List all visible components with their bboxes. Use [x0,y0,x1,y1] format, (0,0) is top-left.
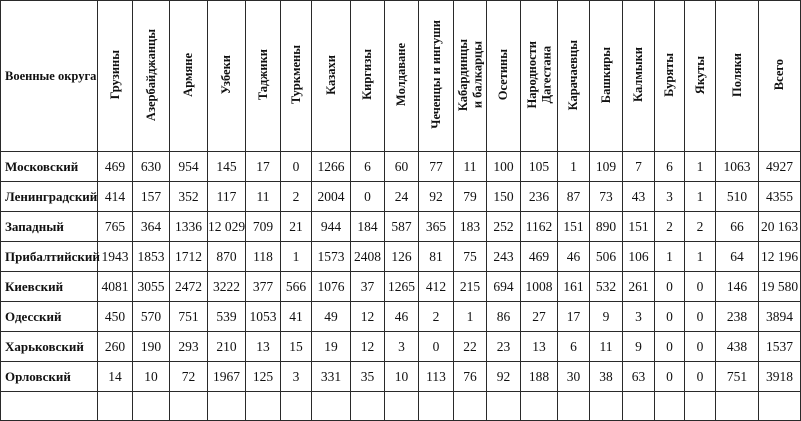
column-header [558,1,590,152]
table-cell: 6 [558,332,590,362]
table-cell: 19 580 [759,272,801,302]
table-cell: 126 [385,242,419,272]
table-cell: 215 [454,272,487,302]
column-header [133,1,170,152]
column-header-label [144,29,158,121]
table-cell: 106 [623,242,655,272]
column-header-line: Чеченцы и ингуши [428,20,443,130]
column-header-label [429,20,443,129]
table-cell: 1712 [170,242,208,272]
column-header-line: Буряты [662,52,677,97]
table-cell: 49 [312,302,351,332]
table-cell: 709 [246,212,281,242]
table-cell: 17 [558,302,590,332]
table-cell: 27 [521,302,558,332]
column-header [281,1,312,152]
column-header-label [181,53,195,97]
column-header-label [456,39,485,111]
table-cell: 438 [716,332,759,362]
table-cell: 13 [246,332,281,362]
table-cell: 469 [521,242,558,272]
column-header [487,1,521,152]
table-cell: 75 [454,242,487,272]
column-header-line: Осетины [496,49,511,101]
column-header [246,1,281,152]
table-cell: 46 [558,242,590,272]
column-header-line: Карачаевцы [566,39,581,110]
table-cell: 252 [487,212,521,242]
table-cell-empty [655,392,685,421]
column-header [98,1,133,152]
table-cell: 118 [246,242,281,272]
table-row [1,182,801,212]
district-name: Киевский [1,272,98,302]
table-cell-empty [558,392,590,421]
table-cell: 20 163 [759,212,801,242]
table-cell: 532 [590,272,623,302]
district-name: Прибалтийский [1,242,98,272]
table-cell: 100 [487,152,521,182]
column-header-line: Всего [772,59,787,91]
table-cell: 109 [590,152,623,182]
table-cell: 19 [312,332,351,362]
table-cell-empty [351,392,385,421]
table-cell: 73 [590,182,623,212]
column-header-label [599,47,613,103]
district-name: Орловский [1,362,98,392]
table-cell: 450 [98,302,133,332]
table-cell: 9 [590,302,623,332]
table-cell: 0 [685,362,716,392]
table-cell: 890 [590,212,623,242]
table-cell: 352 [170,182,208,212]
table-cell: 13 [521,332,558,362]
table-cell: 1265 [385,272,419,302]
table-cell: 11 [590,332,623,362]
table-cell: 3894 [759,302,801,332]
table-cell: 46 [385,302,419,332]
column-header-line: Башкиры [598,46,613,103]
table-cell: 151 [623,212,655,242]
table-cell: 1 [558,152,590,182]
table-cell: 184 [351,212,385,242]
table-cell: 157 [133,182,170,212]
table-cell: 113 [419,362,454,392]
table-cell: 1336 [170,212,208,242]
column-header-label [662,53,676,97]
table-cell: 41 [281,302,312,332]
table-cell: 2004 [312,182,351,212]
table-cell: 150 [487,182,521,212]
column-header [521,1,558,152]
column-header-label [219,55,233,94]
column-header [170,1,208,152]
column-header-line: Поляки [729,52,744,97]
table-cell: 539 [208,302,246,332]
table-cell-empty [623,392,655,421]
table-cell: 72 [170,362,208,392]
column-header [208,1,246,152]
table-cell: 151 [558,212,590,242]
column-header-label [324,55,338,95]
column-header-line: Молдаване [394,43,409,107]
table-cell: 751 [170,302,208,332]
table-cell-empty [419,392,454,421]
table-cell: 1 [655,242,685,272]
table-cell: 117 [208,182,246,212]
table-cell-empty [454,392,487,421]
table-cell: 1943 [98,242,133,272]
column-header [351,1,385,152]
column-header-label [394,43,408,106]
column-header-label [108,50,122,99]
table-cell: 293 [170,332,208,362]
column-header-line: Казахи [323,54,338,95]
table-cell: 38 [590,362,623,392]
table-cell: 1076 [312,272,351,302]
table-cell-empty [716,392,759,421]
table-cell: 12 029 [208,212,246,242]
table-cell: 331 [312,362,351,392]
table-cell: 2 [685,212,716,242]
table-cell: 105 [521,152,558,182]
district-name: Одесский [1,302,98,332]
table-cell-empty [487,392,521,421]
table-cell: 92 [487,362,521,392]
table-cell: 81 [419,242,454,272]
table-cell: 11 [246,182,281,212]
table-cell: 7 [623,152,655,182]
district-name: Московский [1,152,98,182]
table-cell: 1162 [521,212,558,242]
column-header-label [360,49,374,100]
column-header-line: Калмыки [631,47,646,103]
table-cell: 364 [133,212,170,242]
table-cell: 4927 [759,152,801,182]
table-cell: 1008 [521,272,558,302]
column-header-label [289,45,303,104]
table-cell-empty [98,392,133,421]
column-header [419,1,454,152]
column-header-line: Якуты [692,55,707,94]
table-cell: 954 [170,152,208,182]
table-cell: 587 [385,212,419,242]
table-cell: 1053 [246,302,281,332]
table-cell: 0 [655,272,685,302]
district-name: Ленинградский [1,182,98,212]
table-row [1,152,801,182]
table-cell-empty [133,392,170,421]
table-cell: 414 [98,182,133,212]
column-header-line: Узбеки [219,55,234,95]
table-cell: 412 [419,272,454,302]
table-cell: 0 [655,362,685,392]
table-cell: 0 [655,332,685,362]
header-row [1,1,801,152]
table-cell-empty [1,392,98,421]
table-cell: 43 [623,182,655,212]
table-cell: 17 [246,152,281,182]
table-cell: 506 [590,242,623,272]
table-cell: 2408 [351,242,385,272]
column-header-label [631,47,645,102]
table-cell: 1266 [312,152,351,182]
table-cell: 11 [454,152,487,182]
column-header-label [566,40,580,110]
table-cell: 1 [281,242,312,272]
table-cell: 3 [655,182,685,212]
table-body [1,152,801,421]
table-cell: 21 [281,212,312,242]
table-cell: 3222 [208,272,246,302]
corner-header: Военные округа [1,1,98,152]
column-header-label [772,59,786,90]
table-cell: 22 [454,332,487,362]
table-cell: 566 [281,272,312,302]
table-cell: 2 [419,302,454,332]
column-header [759,1,801,152]
table-cell-empty [759,392,801,421]
column-header-line: Таджики [255,49,270,101]
table-cell: 190 [133,332,170,362]
column-header-line: и балкарцы [470,41,484,109]
table-cell: 12 196 [759,242,801,272]
table-cell: 10 [133,362,170,392]
table-cell: 570 [133,302,170,332]
table-cell-empty [170,392,208,421]
table-cell: 66 [716,212,759,242]
table-cell: 76 [454,362,487,392]
table-cell: 2472 [170,272,208,302]
table-cell: 77 [419,152,454,182]
table-cell: 3055 [133,272,170,302]
table-cell: 630 [133,152,170,182]
table-cell: 1 [685,152,716,182]
table-cell: 9 [623,332,655,362]
column-header [454,1,487,152]
column-header [685,1,716,152]
table-cell: 63 [623,362,655,392]
table-cell-empty [385,392,419,421]
table-cell: 1 [454,302,487,332]
column-header [623,1,655,152]
table-cell: 765 [98,212,133,242]
table-cell: 2 [655,212,685,242]
table-row [1,302,801,332]
table-cell: 944 [312,212,351,242]
table-cell: 1853 [133,242,170,272]
table-cell-empty [521,392,558,421]
column-header-line: Туркмены [288,45,303,105]
column-header-label [730,53,744,97]
column-header-line: Грузины [107,50,122,100]
table-cell: 377 [246,272,281,302]
table-cell-empty [208,392,246,421]
table-cell: 35 [351,362,385,392]
table-cell-empty [281,392,312,421]
column-header [385,1,419,152]
column-header-line: Азербайджанцы [143,28,158,121]
table-cell: 261 [623,272,655,302]
table-cell: 694 [487,272,521,302]
table-cell: 1573 [312,242,351,272]
table-cell: 1 [685,182,716,212]
table-cell: 510 [716,182,759,212]
table-cell: 3 [385,332,419,362]
table-row [1,242,801,272]
table-cell: 4355 [759,182,801,212]
table-cell: 870 [208,242,246,272]
table-cell: 14 [98,362,133,392]
table-row [1,272,801,302]
table-cell: 60 [385,152,419,182]
table-row-empty [1,392,801,421]
table-cell: 1 [685,242,716,272]
table-cell: 92 [419,182,454,212]
table-cell: 12 [351,332,385,362]
column-header-label [693,56,707,94]
table-cell: 125 [246,362,281,392]
table-cell: 146 [716,272,759,302]
table-cell: 6 [351,152,385,182]
column-header-line: Народности [524,41,539,109]
table-cell: 4081 [98,272,133,302]
table-cell: 145 [208,152,246,182]
column-header [655,1,685,152]
table-cell: 236 [521,182,558,212]
table-cell: 2 [281,182,312,212]
table-cell: 3 [281,362,312,392]
district-name: Харьковский [1,332,98,362]
table-cell: 3 [623,302,655,332]
table-cell: 12 [351,302,385,332]
table-cell: 15 [281,332,312,362]
table-cell: 469 [98,152,133,182]
table-cell: 0 [685,272,716,302]
table-cell: 6 [655,152,685,182]
table-cell: 79 [454,182,487,212]
table-cell: 0 [419,332,454,362]
table-cell-empty [246,392,281,421]
district-name: Западный [1,212,98,242]
table-cell: 3918 [759,362,801,392]
table-cell: 365 [419,212,454,242]
table-cell: 30 [558,362,590,392]
column-header-label [525,41,554,108]
table-cell-empty [590,392,623,421]
table-row [1,332,801,362]
column-header-label [256,49,270,100]
table-cell: 64 [716,242,759,272]
table-cell: 10 [385,362,419,392]
table-cell: 751 [716,362,759,392]
table-cell: 260 [98,332,133,362]
table-cell: 0 [685,302,716,332]
table-cell-empty [685,392,716,421]
column-header-label [496,49,510,100]
table-cell: 1537 [759,332,801,362]
table-cell-empty [312,392,351,421]
table-cell: 188 [521,362,558,392]
table-cell: 24 [385,182,419,212]
column-header [716,1,759,152]
table-cell: 86 [487,302,521,332]
table-cell: 161 [558,272,590,302]
table-row [1,362,801,392]
table-cell: 0 [351,182,385,212]
column-header-line: Киргизы [360,49,375,101]
column-header [590,1,623,152]
column-header-line: Кабардинцы [455,38,470,111]
table-cell: 1967 [208,362,246,392]
table-cell: 183 [454,212,487,242]
table-cell: 37 [351,272,385,302]
table-cell: 0 [281,152,312,182]
table-cell: 87 [558,182,590,212]
table-cell: 238 [716,302,759,332]
table-cell: 1063 [716,152,759,182]
column-header-line: Армяне [181,52,196,97]
table-cell: 23 [487,332,521,362]
column-header [312,1,351,152]
table-cell: 210 [208,332,246,362]
table-row [1,212,801,242]
table-cell: 0 [655,302,685,332]
column-header-line: Дагестана [539,45,553,104]
table-cell: 243 [487,242,521,272]
table-cell: 0 [685,332,716,362]
